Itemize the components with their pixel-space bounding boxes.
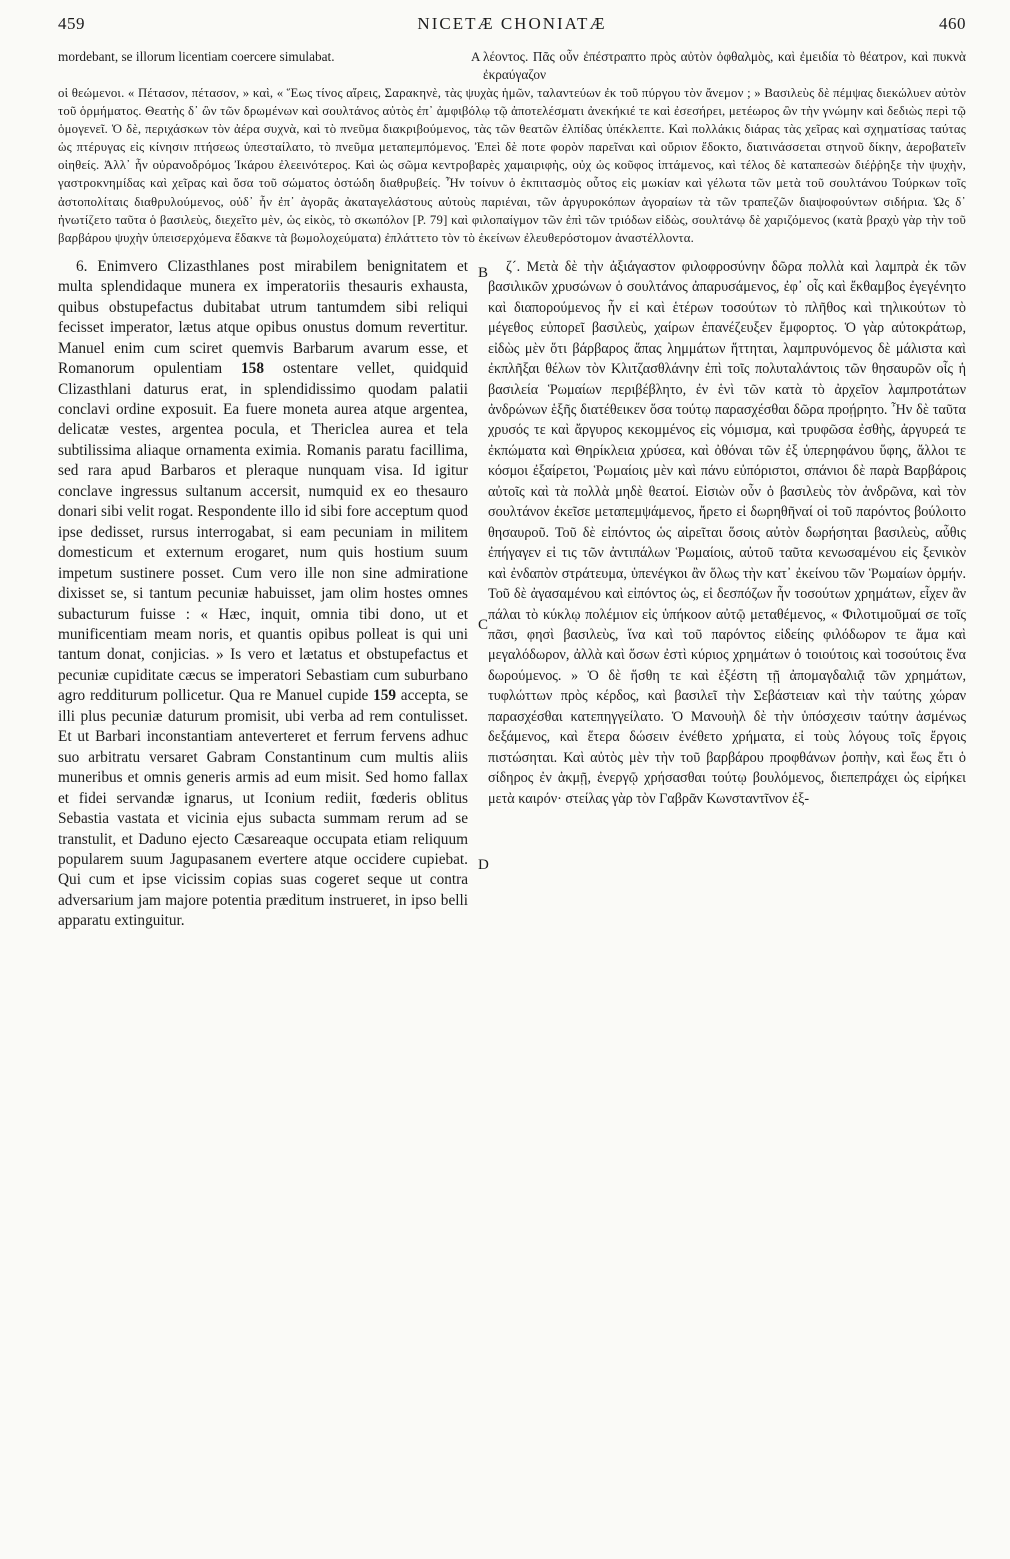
margin-marker-b: B [478, 264, 489, 281]
margin-marker-d: D [478, 856, 489, 873]
marginal-number-159: 159 [373, 687, 397, 705]
greek-full-width-block: οἱ θεώμενοι. « Πέτασον, πέτασον, » καὶ, « Ἕως τίνος αἴρεις, Σαρακηνὲ, τὰς ψυχὰς ἡμῶν, ταλαντεύων ἐκ τοῦ πύργου τὸν ἄνεμον ; » Βασιλεὺς δὲ πέμψας διεκώλυεν αὐτὸν τοῦ ὁρμήματος. Θεατὴς δ᾽ ὢν τῶν δρωμένων καὶ σουλτάνος αὐτὸς ἐπ᾽ ἀμφιβόλῳ τῷ ἀποτελέσματι ἀνεκήκιέ τε καὶ ἐσεσήρει, μετέωρος ὢν τὴν γνώμην καὶ δεδιὼς περὶ τῷ ὁμογενεῖ. Ὁ δὲ, περιχάσκων τὸν ἀέρα συχνὰ, καὶ τὸ πνεῦμα διακριβούμενος, τὰς τῶν θεατῶν ἐλπίδας ὑπέκλεπτε. Καὶ πολλάκις διάρας τὰς χεῖρας καὶ σχηματίσας ταύτας ὡς πτέρυγας εἰς κίνησιν πτήσεως ὑπεσταίλατο, τὸ πνεῦμα μεταπεμπόμενος. Ἐπεὶ δὲ ποτε φορὸν παρεῖναι καὶ οὔριον ἔδοκτο, διατινάσσεται στηνοῦ δίκην, ἀεροβατεῖν οἰηθείς. Ἀλλ᾽ ἦν οὐρανοδρόμος Ἰκάρου ἐλεεινότερος. Καὶ ὡς σῶμα κεντροβαρὲς χαμαιριφὴς, οὐχ ὡς κοῦφος ἱπτάμενος, καὶ τέλος δὲ καταπεσὼν διέῤῥηξε τὴν ψυχὴν, γαστροκνημίδας καὶ χεῖρας καὶ ὅσα τοῦ σώματος ὀστώδη διαθρυβείς. Ἦν τοίνυν ὁ ἐκπιτασμὸς οὗτος εἰς μωκίαν καὶ γέλωτα τῶν μετὰ τοῦ σουλτάνου Τούρκων τοῖς ἀστοπολίταις διαθρυλούμενος, οὐδ᾽ ἦν ἐπ᾽ ἀγορᾶς ἀκαταγελάστους αὐτοὺς παριέναι, τῶν ἀργυροκόπων ἀγοραίων τὰ τῶν τραπεζῶν διαψοφούντων σιδήρια. Ὡς δ᾽ ἠνωτίζετο ταῦτα ὁ βασιλεὺς, διεχεῖτο μὲν, ὡς εἰκὸς, τὸ σκωπόλον [P. 79] καὶ φιλοπαίγμον τῶν ἐπὶ τῶν τριόδων εἰδὼς, σουλτάνῳ δὲ χαριζόμενος (κατὰ βραχὺ γὰρ τὴν τοῦ βαρβάρου ψυχὴν ὑπεισερχόμενα ἔδακνε τὰ βωμολοχεύματα) ἐπλάττετο τὸν τὸ ἐκείνων ἐλευθερόστομον ἀναστέλλοντα. [58, 86, 966, 245]
margin-marker-c: C [478, 616, 489, 633]
latin-column [58, 257, 468, 932]
page-number-left: 459 [58, 14, 85, 33]
greek-column: ζ´. Μετὰ δὲ τὴν ἀξιάγαστον φιλοφροσύνην δῶρα πολλὰ καὶ λαμπρὰ ἐκ τῶν βασιλικῶν χρυσώνων ὁ σουλτάνος ἀπαρυσάμενος, ἐφ᾽ οἷς καὶ ἔκθαμβος ἐγεγένητο καὶ διαπορούμενος ἦν εἰ καὶ ἑτέρων τοσούτων τὸ πλῆθος καὶ τηλικούτων τὸ μέγεθος εὐπορεῖ βασιλεὺς, χαίρων ἐπανέζευξεν ἔμφορτος. Ὁ γὰρ αὐτοκράτωρ, εἰδὼς μὲν ὅτι βάρβαρος ἅπας λημμάτων ἥττηται, λαμπρυνόμενος δὲ μάλιστα καὶ ἐκπλῆξαι θέλων τὸν Κλιτζασθλάνην ἐπὶ τοῖς πολυταλάντοις τῶν θησαυρῶν οἷς ἡ βασιλεία Ῥωμαίων περιβέβλητο, ἐν ἑνὶ τῶν κατὰ τὸ ἀρχεῖον λαμπροτάτων ἀνδρώνων ἑξῆς διατέθεικεν ὅσα τούτῳ παρασχέσθαι δῶρα προῄρητο. Ἦν δὲ ταῦτα χρυσός τε καὶ ἄργυρος κεκομμένος εἰς νόμισμα, καὶ τρυφῶσα ἐσθὴς, ἀργυρεά τε ἐκπώματα καὶ Θηρίκλεια χρύσεα, καὶ ὀθόναι τῶν ἐξ ὑπερηφάνου ὕφης, ἄλλοι τε κόσμοι ἐξαίρετοι, Ῥωμαίοις μὲν καὶ πάνυ εὐπόριστοι, σπάνιοι δὲ παρὰ Βαρβάροις αὐτοῖς καὶ τὰ πολλὰ μηδὲ θεατοί. Εἰσιὼν οὖν ὁ βασιλεὺς τὸν ἀνδρῶνα, καὶ τὸν σουλτάνον ἐκεῖσε μεταπεμψάμενος, ἤρετο εἰ δωρηθῆναί οἱ τοῦ παρόντος βούλοιτο θησαυροῦ. Τοῦ δὲ εἰπόντος ὡς αἱρεῖται ὅσοις αὐτὸν δωρήσηται βασιλεὺς, αὖθις ἐπήγαγεν εἰ τις τῶν ἀντιπάλων Ῥωμαίοις, αὐτοῦ ταῦτα κενωσαμένου εἰς ξενικὸν καὶ ἐνδαπὸν στράτευμα, ὑπενέγκοι ἂν ὅλως τὴν κατ᾽ ἐκείνου τῶν Ῥωμαίων ὁρμήν. Τοῦ δὲ ἀγασαμένου καὶ εἰπόντος ὡς, εἰ δεσπόζων ἦν τοσούτων χρημάτων, εἶχεν ἂν πάλαι τὸ κύκλῳ πολέμιον εἰς ὑπήκοον αὐτῷ μεταθέμενος, « Φιλοτιμοῦμαί σε τοῖς πᾶσι, φησὶ βασιλεὺς, ἵνα καὶ τοῦ παρόντος εἰδείης φιλόδωρον τε ἅμα καὶ μεγαλόδωρον, ἀλλὰ καὶ ὅσων ἐστὶ κύριος χρημάτων ὁ τοιούτοις καὶ τοσούτοις ἕνα δωρούμενος. » Ὁ δὲ ἥσθη τε καὶ ἐξέστη τῇ ἀπομαγδαλιᾷ τῶν χρημάτων, τυφλώττων πρὸς κέρδος, καὶ βασιλεῖ τὴν Σεβάστειαν καὶ τὴν ταύτης χώραν παρασχέσθαι κατεπηγγείλατο. Ὁ Μανουὴλ δὲ τὴν ὑπόσχεσιν ταύτην ἀσμένως δεξάμενος, καὶ ἕτερα δώσειν ἐνέθετο χρήματα, εἰ τοὺς λόγους τοῖς ἔργοις πιστώσηται. Καὶ αὐτὸς μὲν τὴν τοῦ βαρβάρου προφθάνων ῥοπὴν, καὶ ἕως ἔτι ὁ σίδηρος ἐν ἀκμῇ, ἐνεργῷ χρήσασθαι τούτῳ βουλόμενος, διεπεπράχει ὡς εἰρήκει μετὰ καιρόν· στείλας γὰρ τὸν Γαβρᾶν Κωνσταντῖνον ἐξ- [488, 258, 966, 807]
greek-continuation: λέοντος. Πᾶς οὖν ἐπέστραπτο πρὸς αὐτὸν ὀφθαλμὸς, καὶ ἐμειδία τὸ θέατρον, καὶ πυκνὰ ἐκραύγαζον [483, 49, 966, 82]
margin-marker-a: A [471, 49, 481, 64]
latin-segment-2: ostentare vellet, quidquid Clizasthlani daturus erat, in splendidissimo quodam palatii conclavi ordine exposuit. Ea fuere moneta aurea atque argentea, delicatæ vestes, argentea pocula, et Thericlea aurea et tela subtilissima aliaque ornamenta eximia. Romanis paratu facillima, sed rara apud Barbaros et pleraque nunquam visa. Id igitur conclave ingressus sultanum accersit, numquid ex eo thesauro donari sibi velit rogat. Respondente illo id sibi fore acceptum quod ipse dedisset, rursus interrogabat, si eam pecuniam in militem domesticum et externum erogaret, num quis hostium suum impetum sustinere posset. Cum vero ille non sine admiratione dixisset se, si tantum pecuniæ habuisset, jam olim hostes omnes subacturum fuisse : « Hæc, inquit, omnia tibi dono, ut et munificentiam meam noris, et quantis opibus polleat is qui uni tantum donat, conjicias. » Is vero et lætatus et obstupefactus et pecuniæ cupiditate cæcus se imperatori Sebastiam cum suburbano agro redditurum pollicetur. Qua re Manuel cupide [58, 360, 468, 705]
continuation-row [58, 48, 966, 84]
latin-segment-1: 6. Enimvero Clizasthlanes post mirabilem benignitatem et multa splendidaque munera ex imperatoriis thesauris exhausta, quibus obstupefactus dubitabat utrum tantumdem sibi reliqui fecisset imperator, lætus atque opibus onustus domum revertitur. Manuel enim cum sciret quemvis Barbarum avarum esse, et Romanorum opulentiam [58, 257, 468, 378]
two-column-body [58, 257, 966, 1497]
marginal-number-158: 158 [241, 360, 264, 378]
book-page [58, 14, 966, 1544]
running-title: NICETÆ CHONIATÆ [417, 14, 607, 33]
running-header [58, 14, 966, 48]
latin-continuation: mordebant, se illorum licentiam coercere simulabat. [58, 49, 335, 64]
page-number-right: 460 [939, 14, 966, 33]
latin-segment-3: accepta, se illi plus pecuniæ daturum promisit, ubi verba ad rem contulisset. Et ut Barbari inconstantiam anteverteret et ferrum fervens adhuc suo arbitratu versaret Gabram Constantinum cum multis aliis muneribus et omnis generis armis ad eum misit. Sed homo fallax et fidei servandæ ignarus, ut Iconium rediit, fœderis oblitus Sebastia vastata et vicinia ejus subacta summam rerum ad se transtulit, et Daduno ejecto Cæsareaque occupata etiam reliquum popularem suum Jagupasanem evertere atque occidere cupiebat. Qui cum et ipse vicissim copias suas cogeret seque ut contra adversarium jam majore potentia præditum instrueret, in ipso belli apparatu extinguitur. [58, 687, 469, 930]
